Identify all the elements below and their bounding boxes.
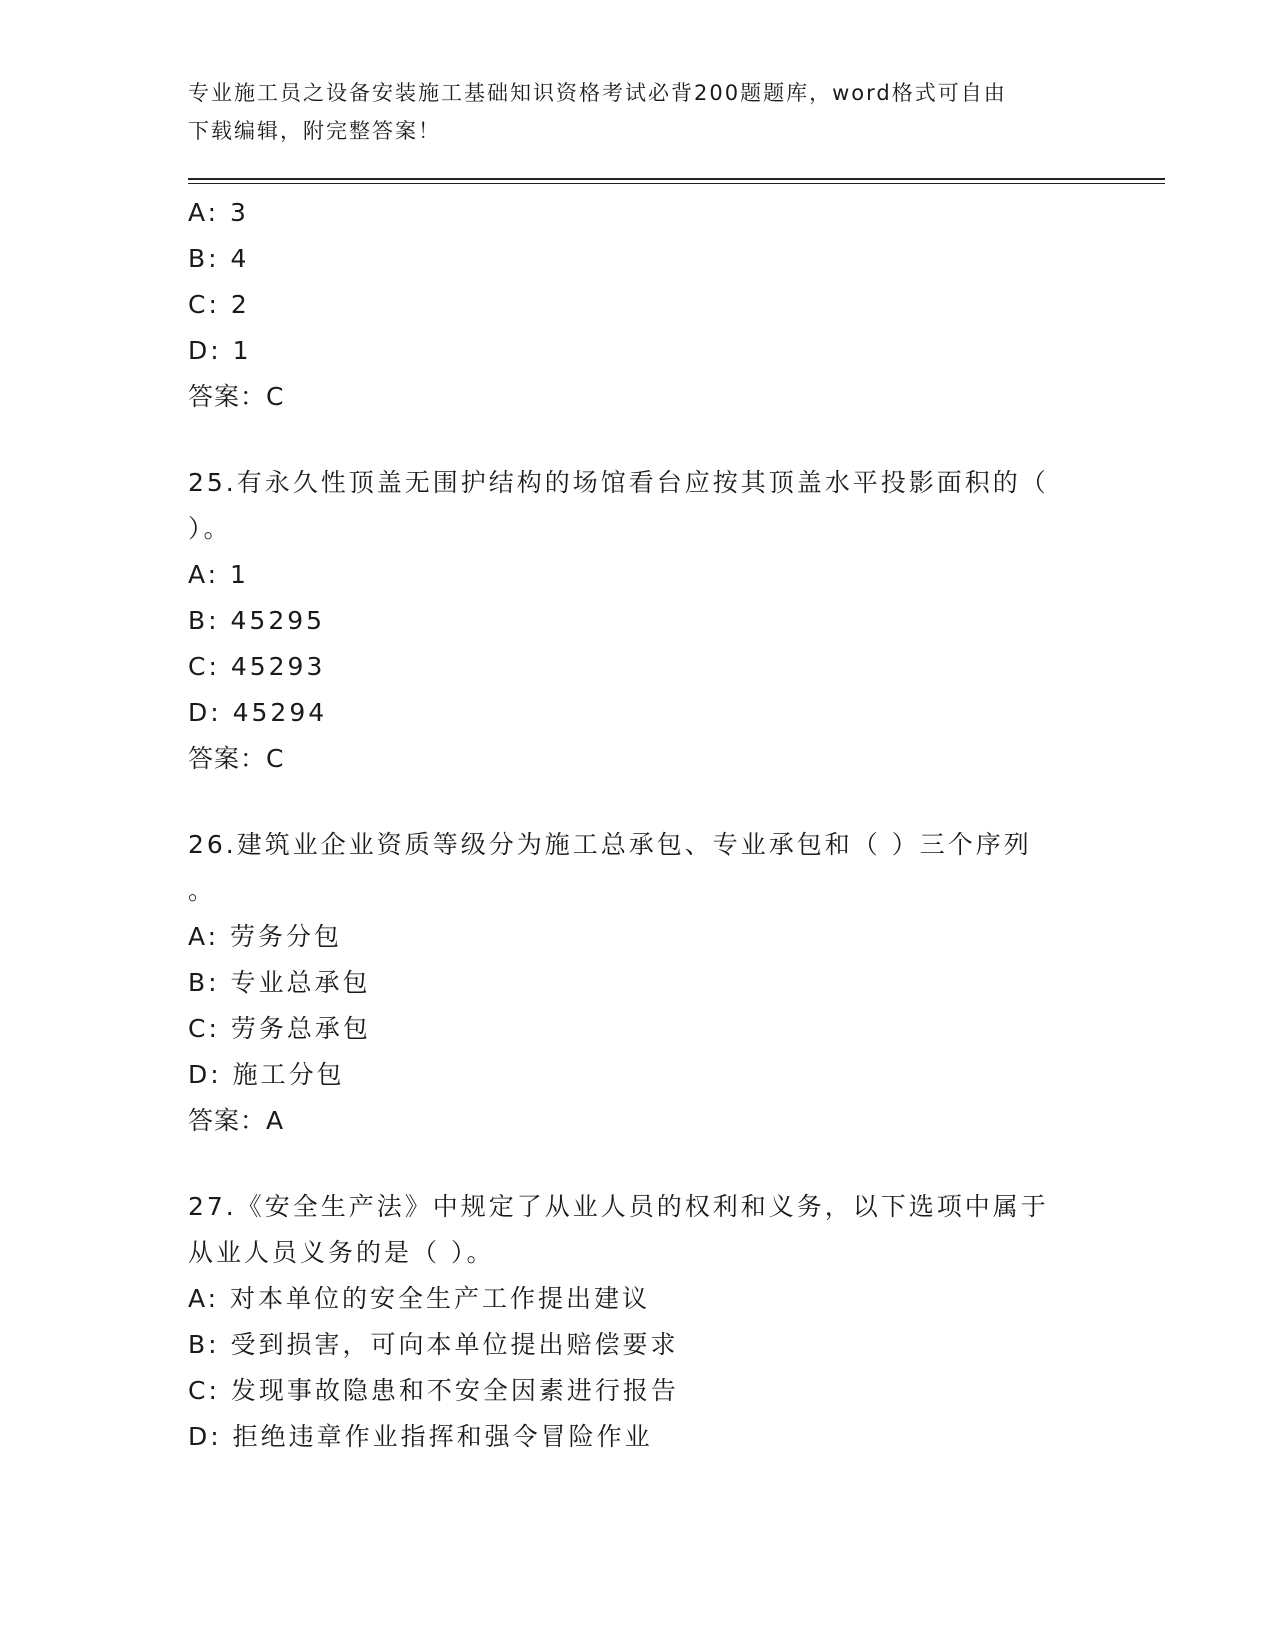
- option-b: B: 4: [188, 244, 250, 273]
- header-divider-thick: [188, 178, 1165, 180]
- header-line-2: 下载编辑，附完整答案！: [188, 119, 441, 143]
- answer-label: 答案：C: [188, 382, 285, 411]
- document-header: [188, 74, 1088, 150]
- answer-label: 答案：C: [188, 744, 285, 773]
- option-a: A: 3: [188, 198, 249, 227]
- option-d: D: 施工分包: [188, 1060, 345, 1089]
- option-d: D: 1: [188, 336, 252, 365]
- question-stem-line: 从业人员义务的是（ ）。: [188, 1238, 495, 1267]
- option-c: C: 劳务总承包: [188, 1014, 371, 1043]
- question-stem-line: ）。: [188, 514, 232, 543]
- question-26: [188, 822, 1108, 1144]
- header-divider-thin: [188, 183, 1165, 184]
- option-d: D: 拒绝违章作业指挥和强令冒险作业: [188, 1422, 653, 1451]
- option-c: C: 45293: [188, 652, 326, 681]
- option-c: C: 发现事故隐患和不安全因素进行报告: [188, 1376, 679, 1405]
- question-27: [188, 1184, 1108, 1460]
- question-stem-line: 26.建筑业企业资质等级分为施工总承包、专业承包和（ ）三个序列: [188, 830, 1032, 859]
- question-25: [188, 460, 1108, 782]
- option-c: C: 2: [188, 290, 250, 319]
- question-stem-line: 。: [188, 876, 217, 905]
- option-b: B: 受到损害，可向本单位提出赔偿要求: [188, 1330, 679, 1359]
- option-a: A: 劳务分包: [188, 922, 343, 951]
- option-a: A: 1: [188, 560, 249, 589]
- answer-label: 答案：A: [188, 1106, 285, 1135]
- question-stem-line: 25.有永久性顶盖无围护结构的场馆看台应按其顶盖水平投影面积的（: [188, 468, 1049, 497]
- question-list: [188, 190, 1108, 1460]
- question-24-tail: [188, 190, 1108, 420]
- header-line-1: 专业施工员之设备安装施工基础知识资格考试必背200题题库，word格式可自由: [188, 81, 1007, 105]
- option-a: A: 对本单位的安全生产工作提出建议: [188, 1284, 651, 1313]
- question-stem-line: 27.《安全生产法》中规定了从业人员的权利和义务，以下选项中属于: [188, 1192, 1049, 1221]
- option-b: B: 45295: [188, 606, 326, 635]
- option-b: B: 专业总承包: [188, 968, 371, 997]
- option-d: D: 45294: [188, 698, 328, 727]
